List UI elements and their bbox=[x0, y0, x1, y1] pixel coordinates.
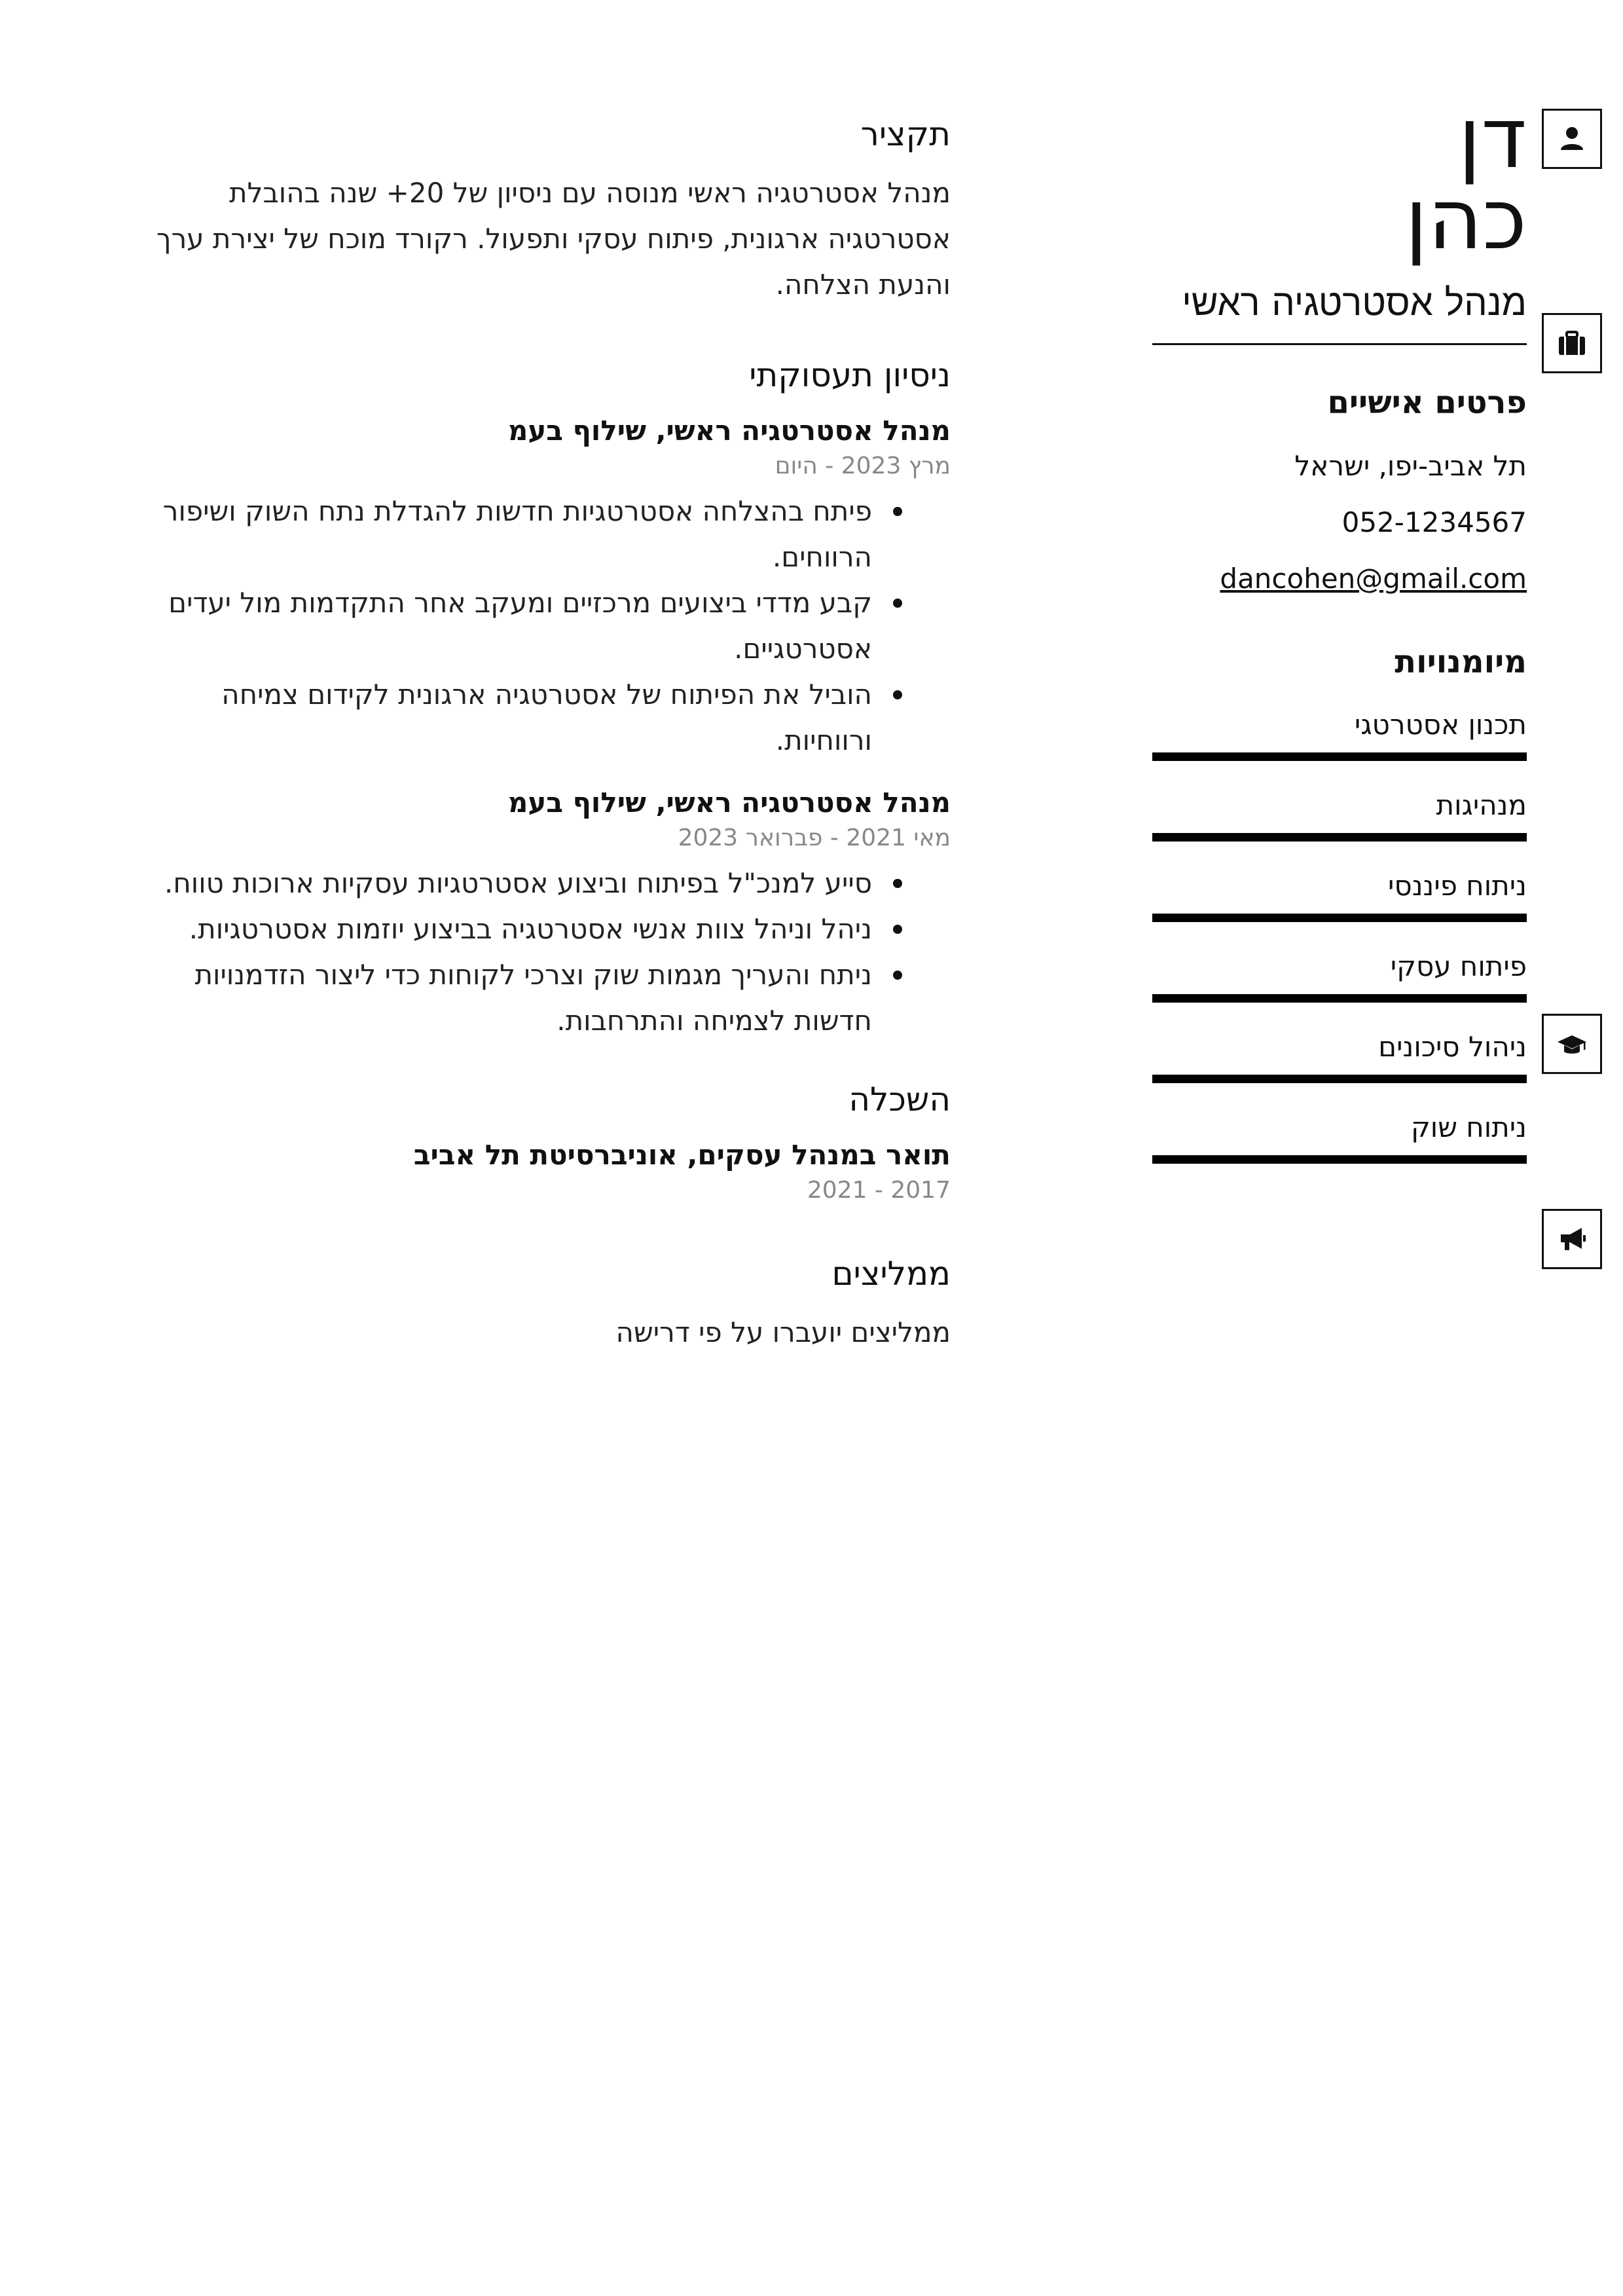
degree: תואר במנהל עסקים, אוניברסיטת תל אביב bbox=[413, 1139, 951, 1171]
skills-list bbox=[1152, 707, 1527, 1164]
sidebar bbox=[1152, 90, 1527, 1190]
first-name: דן bbox=[1458, 90, 1527, 187]
location: תל אביב-יפו, ישראל bbox=[1294, 450, 1527, 482]
job-bullets bbox=[137, 861, 951, 1044]
bullet-item: ניתח והעריך מגמות שוק וצרכי לקוחות כדי ליצור הזדמנויות חדשות לצמיחה והתרחבות. bbox=[137, 952, 872, 1044]
skill-item bbox=[1152, 787, 1527, 842]
skill-item bbox=[1152, 707, 1527, 761]
experience-heading: ניסיון תעסוקתי bbox=[749, 356, 951, 394]
summary-heading: תקציר bbox=[860, 115, 951, 153]
job-entry-title: מנהל אסטרטגיה ראשי, שילוף בעמ bbox=[507, 415, 951, 447]
personal-heading: פרטים אישיים bbox=[1327, 384, 1527, 421]
skill-item bbox=[1152, 1109, 1527, 1164]
skill-name: ניתוח פיננסי bbox=[1388, 870, 1527, 902]
references-heading: ממליצים bbox=[831, 1255, 951, 1293]
skill-name: ניהול סיכונים bbox=[1378, 1031, 1527, 1063]
skill-bar bbox=[1152, 752, 1527, 761]
skill-bar bbox=[1152, 1075, 1527, 1083]
skill-bar bbox=[1152, 914, 1527, 922]
skill-name: מנהיגות bbox=[1436, 789, 1527, 821]
summary-section bbox=[137, 115, 951, 308]
skill-item bbox=[1152, 948, 1527, 1003]
skill-bar bbox=[1152, 833, 1527, 842]
job-bullets bbox=[137, 489, 951, 764]
skill-bar bbox=[1152, 994, 1527, 1003]
main-content bbox=[137, 115, 951, 1404]
divider bbox=[1152, 343, 1527, 345]
skill-item bbox=[1152, 1029, 1527, 1083]
skill-bar bbox=[1152, 1155, 1527, 1164]
summary-text: מנהל אסטרטגיה ראשי מנוסה עם ניסיון של 20+ שנה בהובלת אסטרטגיה ארגונית, פיתוח עסקי ותפעול. רקורד מוכח של יצירת ערך והנעת הצלחה. bbox=[156, 177, 951, 301]
references-text: ממליצים יועברו על פי דרישה bbox=[615, 1316, 951, 1348]
bullet-item: פיתח בהצלחה אסטרטגיות חדשות להגדלת נתח השוק ושיפור הרווחים. bbox=[137, 489, 872, 580]
education-dates: 2017 - 2021 bbox=[807, 1177, 951, 1204]
skill-name: פיתוח עסקי bbox=[1390, 950, 1527, 982]
briefcase-icon bbox=[1542, 313, 1602, 373]
skill-name: ניתוח שוק bbox=[1410, 1111, 1527, 1143]
education-heading: השכלה bbox=[848, 1081, 951, 1119]
job-entry-dates: מרץ 2023 - היום bbox=[775, 453, 951, 479]
bullet-item: סייע למנכ"ל בפיתוח וביצוע אסטרטגיות עסקיות ארוכות טווח. bbox=[137, 861, 872, 906]
job-entry bbox=[137, 783, 951, 1044]
user-icon bbox=[1542, 109, 1602, 169]
skill-name: תכנון אסטרטגי bbox=[1354, 709, 1527, 741]
phone: 052-1234567 bbox=[1341, 506, 1527, 538]
name bbox=[1152, 90, 1527, 268]
bullet-item: הוביל את הפיתוח של אסטרטגיה ארגונית לקידום צמיחה ורווחיות. bbox=[137, 672, 872, 764]
graduation-cap-icon bbox=[1542, 1014, 1602, 1074]
skills-heading: מיומנויות bbox=[1395, 644, 1527, 680]
job-entry-title: מנהל אסטרטגיה ראשי, שילוף בעמ bbox=[507, 787, 951, 819]
last-name: כהן bbox=[1404, 171, 1527, 268]
skill-item bbox=[1152, 868, 1527, 922]
experience-section bbox=[137, 356, 951, 1044]
education-section bbox=[137, 1081, 951, 1206]
references-section bbox=[137, 1255, 951, 1356]
job-entry bbox=[137, 411, 951, 764]
email-link[interactable]: dancohen@gmail.com bbox=[1220, 563, 1527, 595]
job-title: מנהל אסטרטגיה ראשי bbox=[1182, 282, 1527, 324]
bullet-item: קבע מדדי ביצועים מרכזיים ומעקב אחר התקדמות מול יעדים אסטרטגיים. bbox=[137, 580, 872, 672]
megaphone-icon bbox=[1542, 1209, 1602, 1269]
job-entry-dates: מאי 2021 - פברואר 2023 bbox=[678, 824, 951, 851]
bullet-item: ניהל וניהל צוות אנשי אסטרטגיה בביצוע יוזמות אסטרטגיות. bbox=[137, 906, 872, 952]
